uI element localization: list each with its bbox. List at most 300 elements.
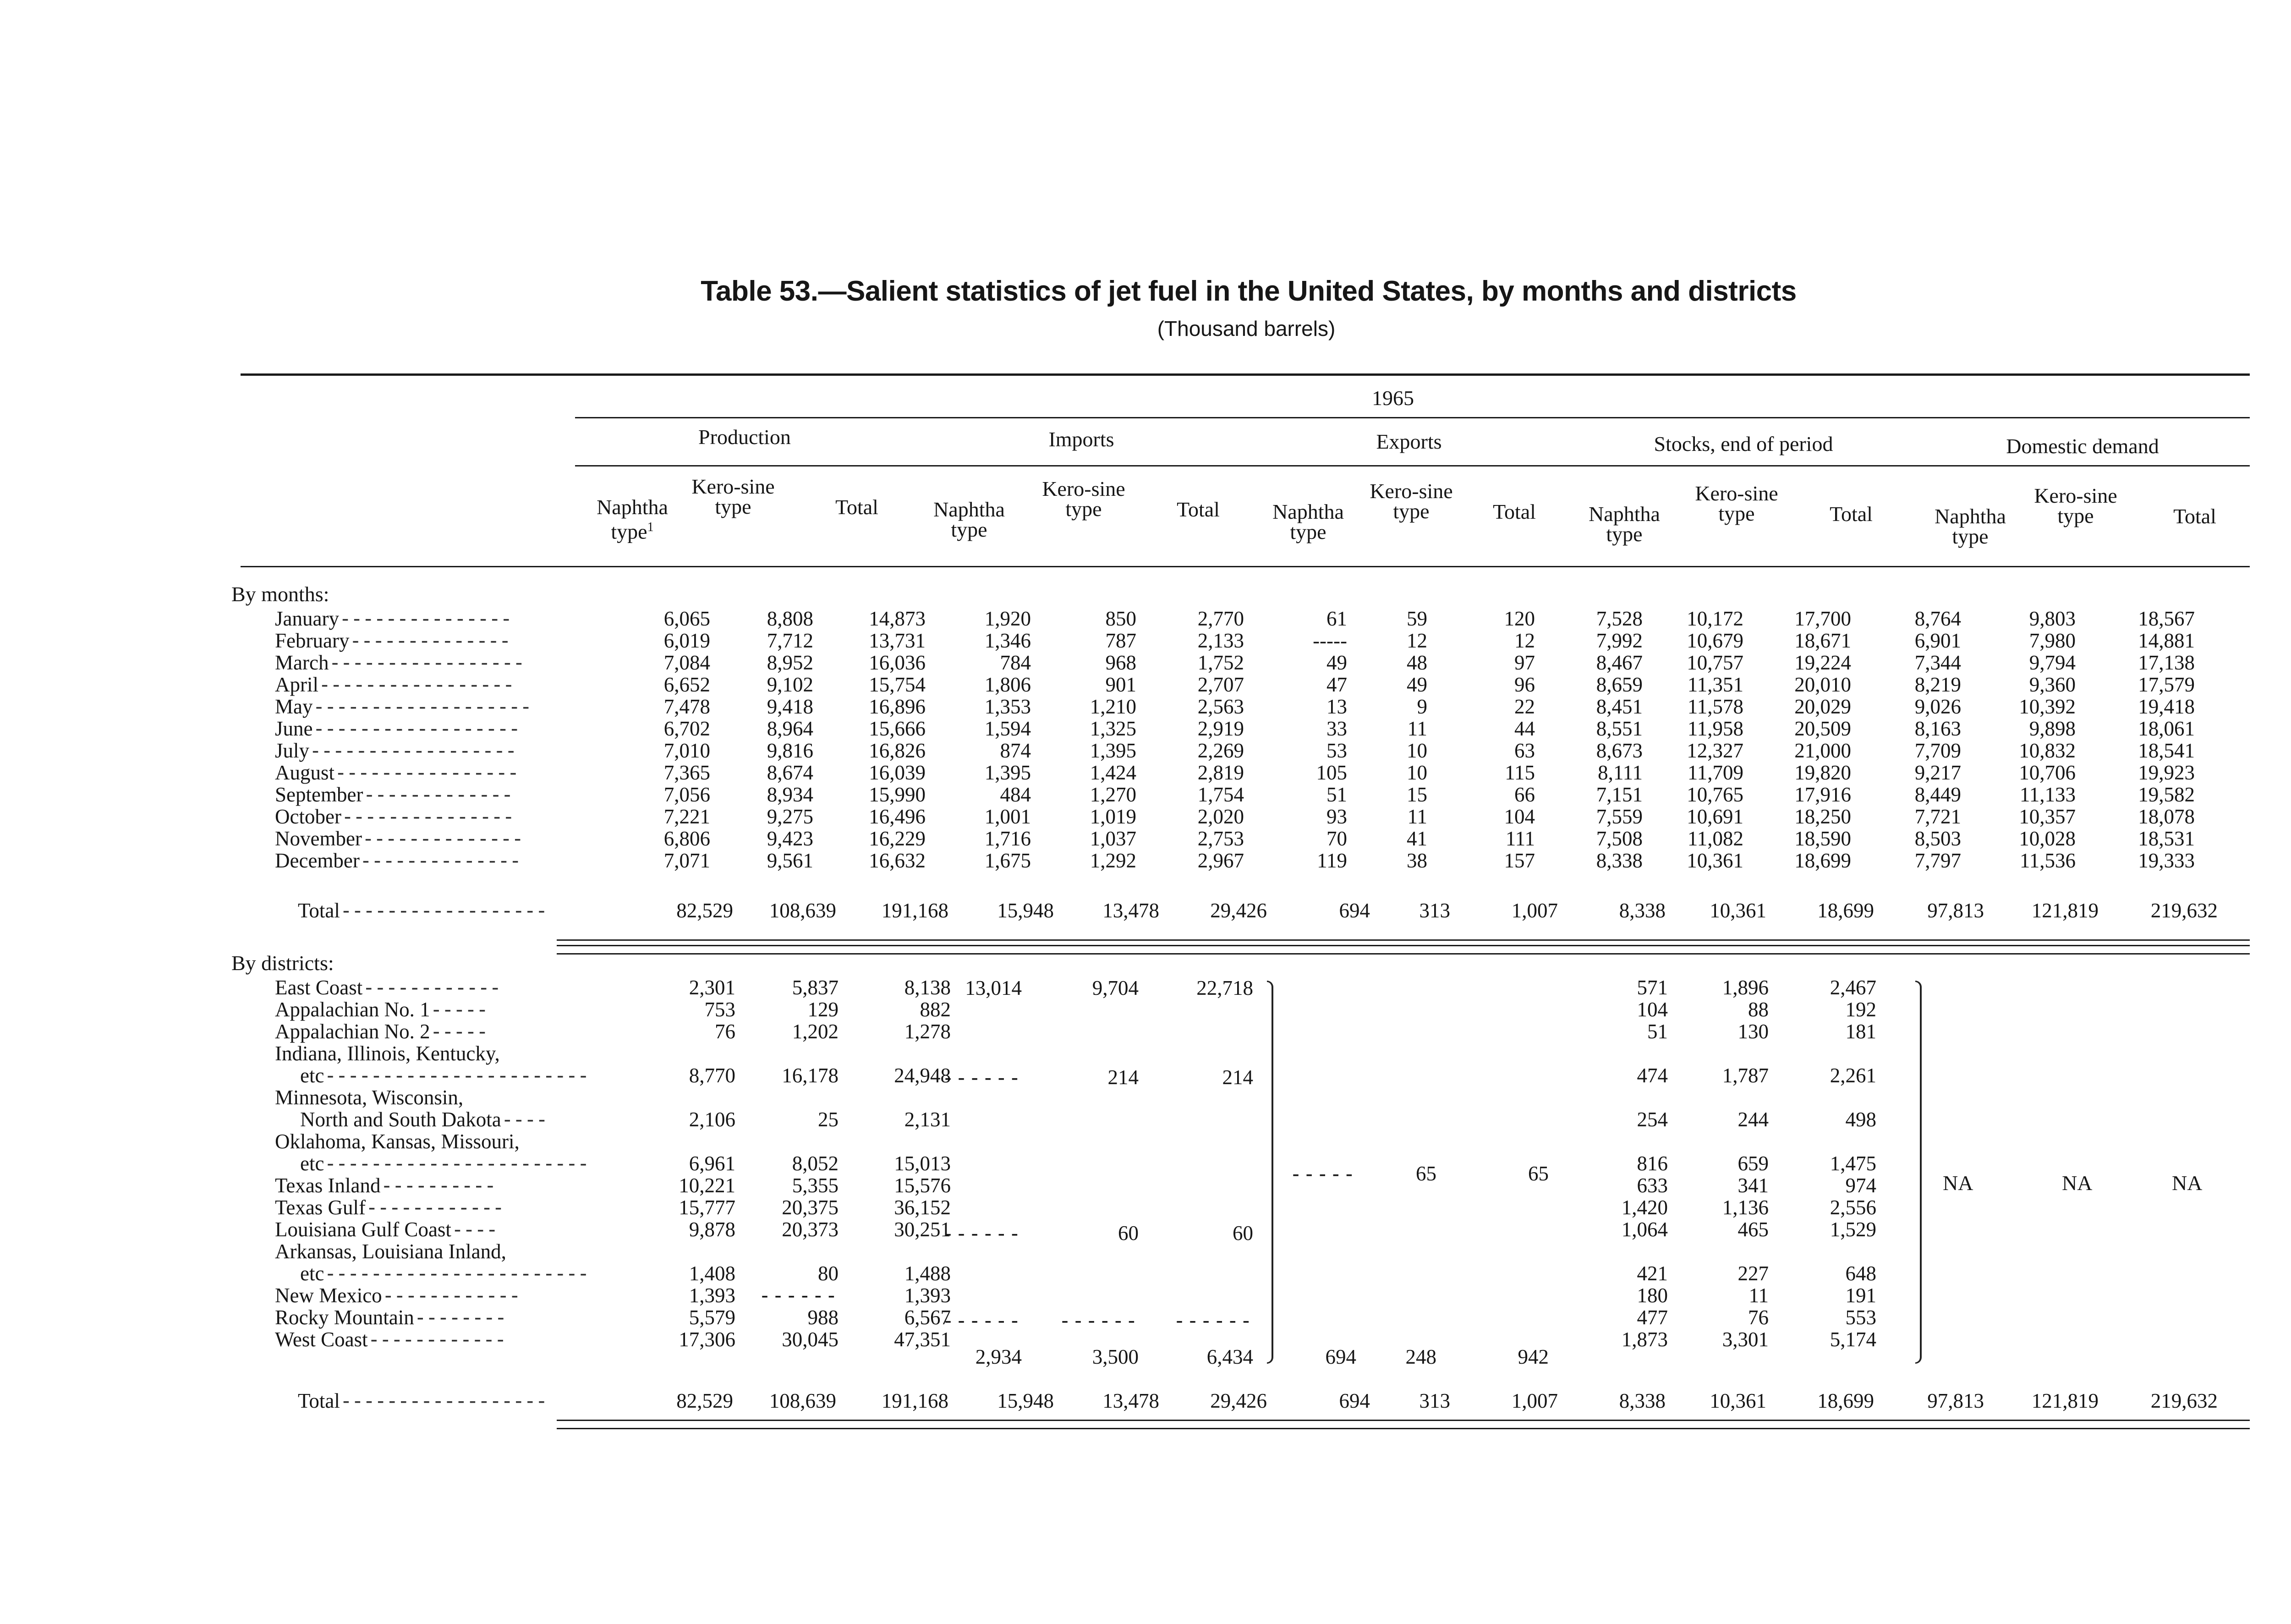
row-label-text: June bbox=[275, 717, 313, 740]
total-cell: 219,632 bbox=[2150, 1389, 2218, 1412]
import-group-cell: 214 bbox=[1222, 1066, 1253, 1089]
district-cell: 5,355 bbox=[792, 1174, 839, 1197]
month-cell: 17,138 bbox=[2138, 651, 2195, 674]
month-cell: 21,000 bbox=[1794, 739, 1851, 762]
district-cell: 24,948 bbox=[894, 1064, 951, 1087]
month-cell: 11 bbox=[1407, 717, 1427, 740]
district-cell: 15,576 bbox=[894, 1174, 951, 1197]
district-cell: ------ bbox=[758, 1283, 839, 1307]
month-cell: 9,794 bbox=[2029, 651, 2076, 674]
month-cell: 10,357 bbox=[2019, 805, 2076, 828]
district-cell: 181 bbox=[1845, 1020, 1876, 1043]
row-label bbox=[231, 1196, 641, 1218]
month-cell: 119 bbox=[1317, 849, 1347, 872]
month-cell: 16,496 bbox=[869, 805, 926, 828]
district-cell: 648 bbox=[1845, 1262, 1876, 1285]
row-label-text: etc bbox=[300, 1262, 324, 1285]
total-cell: 191,168 bbox=[881, 1389, 948, 1412]
district-empty-cell bbox=[2101, 1042, 2220, 1064]
total-cell: 313 bbox=[1419, 899, 1450, 922]
row-label-text: Appalachian No. 1 bbox=[275, 998, 430, 1021]
district-empty-cell bbox=[1769, 1240, 1876, 1262]
district-cell bbox=[2101, 1020, 2220, 1042]
col-dem-total: Total bbox=[2173, 505, 2216, 528]
month-cell: 7,709 bbox=[1914, 739, 1961, 762]
total-cell: 10,361 bbox=[1710, 1389, 1766, 1412]
month-cell: 8,163 bbox=[1914, 717, 1961, 740]
month-cell: 12,327 bbox=[1687, 739, 1743, 762]
month-cell: 7,151 bbox=[1596, 783, 1643, 806]
month-cell: 8,338 bbox=[1596, 849, 1643, 872]
month-cell: 105 bbox=[1316, 761, 1347, 784]
district-empty-cell bbox=[1769, 1086, 1876, 1108]
district-cell: 477 bbox=[1637, 1306, 1668, 1329]
table-row bbox=[231, 739, 2195, 761]
district-cell bbox=[1876, 1306, 1986, 1328]
row-label-text: March bbox=[275, 651, 329, 674]
dot-leader: --------------- bbox=[341, 804, 514, 828]
district-cell bbox=[2101, 1328, 2220, 1350]
rule-header-bottom bbox=[241, 566, 2250, 567]
district-cell bbox=[1162, 1196, 1269, 1218]
district-cell bbox=[1452, 1108, 1560, 1130]
district-cell bbox=[1876, 1108, 1986, 1130]
district-empty-cell bbox=[1560, 1130, 1668, 1152]
district-empty-cell bbox=[951, 1042, 1056, 1064]
month-cell: 16,632 bbox=[869, 849, 926, 872]
group-exports: Exports bbox=[1376, 430, 1442, 453]
dot-leader: ------------------ bbox=[340, 898, 547, 922]
district-cell bbox=[1056, 1262, 1162, 1284]
district-cell bbox=[951, 1152, 1056, 1174]
district-cell: 130 bbox=[1737, 1020, 1769, 1043]
month-cell: 97 bbox=[1514, 651, 1535, 674]
month-cell: 1,325 bbox=[1090, 717, 1136, 740]
district-empty-cell bbox=[1372, 1130, 1452, 1152]
dot-leader: ---- bbox=[501, 1107, 548, 1131]
district-empty-cell bbox=[1452, 1240, 1560, 1262]
district-cell bbox=[1452, 1064, 1560, 1086]
district-empty-cell bbox=[1560, 1086, 1668, 1108]
import-group-cell: ------ bbox=[1173, 1308, 1253, 1333]
month-cell: 7,992 bbox=[1596, 629, 1643, 652]
row-label-text: New Mexico bbox=[275, 1284, 382, 1307]
year-header: 1965 bbox=[1372, 386, 1414, 410]
district-cell: 25 bbox=[818, 1108, 839, 1131]
row-label bbox=[231, 629, 616, 651]
row-label bbox=[231, 761, 616, 783]
total-cell: 82,529 bbox=[676, 899, 733, 922]
district-cell bbox=[1452, 1218, 1560, 1240]
district-cell: 10,221 bbox=[679, 1174, 735, 1197]
row-label bbox=[231, 607, 616, 629]
month-cell: 6,019 bbox=[663, 629, 710, 652]
dot-leader: ---- bbox=[451, 1217, 498, 1241]
month-cell: 2,133 bbox=[1197, 629, 1244, 652]
month-cell: 1,806 bbox=[984, 673, 1031, 696]
district-cell: 8,052 bbox=[792, 1152, 839, 1175]
district-empty-cell bbox=[1876, 1042, 1986, 1064]
total-cell: 97,813 bbox=[1927, 1389, 1984, 1412]
district-cell bbox=[1056, 1020, 1162, 1042]
district-cell bbox=[2101, 1262, 2220, 1284]
district-cell: 2,467 bbox=[1830, 976, 1876, 999]
district-cell bbox=[1162, 1284, 1269, 1306]
month-cell: 9 bbox=[1417, 695, 1427, 718]
table-row bbox=[231, 805, 2195, 827]
district-empty-cell bbox=[1668, 1086, 1769, 1108]
month-cell: 1,920 bbox=[984, 607, 1031, 630]
month-cell: 7,559 bbox=[1596, 805, 1643, 828]
district-cell bbox=[1986, 1196, 2101, 1218]
import-group-cell: 9,704 bbox=[1092, 977, 1139, 999]
month-cell: 11,536 bbox=[2019, 849, 2076, 872]
row-label-text: West Coast bbox=[275, 1328, 368, 1351]
row-label-text: Texas Gulf bbox=[275, 1196, 366, 1219]
month-cell: 96 bbox=[1514, 673, 1535, 696]
month-cell: 9,102 bbox=[767, 673, 813, 696]
col-prod-total: Total bbox=[835, 495, 878, 519]
row-label bbox=[231, 894, 639, 921]
district-empty-cell bbox=[1876, 1240, 1986, 1262]
month-cell: 8,451 bbox=[1596, 695, 1643, 718]
month-cell: 7,071 bbox=[663, 849, 710, 872]
district-cell bbox=[1876, 1328, 1986, 1350]
district-cell bbox=[1372, 1262, 1452, 1284]
district-cell: 1,408 bbox=[689, 1262, 735, 1285]
district-cell: 51 bbox=[1647, 1020, 1668, 1043]
col-imp-total: Total bbox=[1177, 498, 1220, 521]
row-label-text: October bbox=[275, 805, 341, 828]
row-label-text: Oklahoma, Kansas, Missouri, bbox=[275, 1130, 520, 1153]
month-cell: 1,037 bbox=[1090, 827, 1136, 850]
import-group-cell: 13,014 bbox=[965, 977, 1022, 999]
total-cell: 121,819 bbox=[2031, 899, 2099, 922]
district-empty-cell bbox=[1162, 1042, 1269, 1064]
district-empty-cell bbox=[1372, 1042, 1452, 1064]
district-cell bbox=[1372, 998, 1452, 1020]
month-cell: 157 bbox=[1504, 849, 1535, 872]
row-label-text: April bbox=[275, 673, 318, 696]
district-empty-cell bbox=[1269, 1086, 1372, 1108]
district-empty-cell bbox=[2101, 1086, 2220, 1108]
import-group-cell: 214 bbox=[1107, 1066, 1139, 1089]
demand-total-na: NA bbox=[2172, 1171, 2203, 1195]
month-cell: 70 bbox=[1326, 827, 1347, 850]
month-cell: 19,418 bbox=[2138, 695, 2195, 718]
district-cell bbox=[1986, 1262, 2101, 1284]
district-cell bbox=[1162, 1262, 1269, 1284]
district-empty-cell bbox=[1452, 1042, 1560, 1064]
total-cell: 694 bbox=[1339, 899, 1370, 922]
month-cell: 10 bbox=[1407, 761, 1427, 784]
col-stk-kerosine: Kero-sine type bbox=[1695, 482, 1778, 525]
month-cell: 8,467 bbox=[1596, 651, 1643, 674]
district-cell: 254 bbox=[1637, 1108, 1668, 1131]
month-cell: 1,001 bbox=[984, 805, 1031, 828]
district-cell: 2,131 bbox=[904, 1108, 951, 1131]
month-cell: 8,449 bbox=[1914, 783, 1961, 806]
district-empty-cell bbox=[1269, 1240, 1372, 1262]
month-cell: 9,898 bbox=[2029, 717, 2076, 740]
district-cell: 76 bbox=[715, 1020, 735, 1043]
row-label-text: North and South Dakota bbox=[300, 1108, 501, 1131]
districts-total-row bbox=[231, 1384, 2218, 1411]
month-cell: 10,691 bbox=[1687, 805, 1743, 828]
district-empty-cell bbox=[735, 1240, 839, 1262]
month-cell: 11 bbox=[1407, 805, 1427, 828]
district-cell: 80 bbox=[818, 1262, 839, 1285]
district-empty-cell bbox=[1668, 1042, 1769, 1064]
month-cell: 59 bbox=[1407, 607, 1427, 630]
district-empty-cell bbox=[1986, 1042, 2101, 1064]
row-label-text: East Coast bbox=[275, 976, 363, 999]
total-cell: 694 bbox=[1339, 1389, 1370, 1412]
district-cell bbox=[1372, 1020, 1452, 1042]
dot-leader: ----------------------- bbox=[324, 1063, 589, 1087]
table-row bbox=[231, 761, 2195, 783]
district-cell: 988 bbox=[807, 1306, 839, 1329]
month-cell: 8,673 bbox=[1596, 739, 1643, 762]
district-cell bbox=[951, 1174, 1056, 1196]
district-cell: 11 bbox=[1748, 1284, 1769, 1307]
month-cell: 2,707 bbox=[1197, 673, 1244, 696]
district-cell bbox=[1372, 1196, 1452, 1218]
month-cell: 1,353 bbox=[984, 695, 1031, 718]
month-cell: 6,806 bbox=[663, 827, 710, 850]
row-label bbox=[231, 827, 616, 849]
month-cell: 19,333 bbox=[2138, 849, 2195, 872]
district-cell: 1,873 bbox=[1621, 1328, 1668, 1351]
row-label-text: Appalachian No. 2 bbox=[275, 1020, 430, 1043]
month-cell: 901 bbox=[1105, 673, 1136, 696]
district-empty-cell bbox=[641, 1086, 735, 1108]
row-label-text: Indiana, Illinois, Kentucky, bbox=[275, 1042, 500, 1065]
district-cell bbox=[1162, 1174, 1269, 1196]
total-cell: 13,478 bbox=[1102, 1389, 1159, 1412]
row-label-text: etc bbox=[300, 1064, 324, 1087]
month-cell: 7,344 bbox=[1914, 651, 1961, 674]
table-row bbox=[231, 695, 2195, 717]
dot-leader: -------- bbox=[414, 1305, 506, 1329]
month-cell: 19,582 bbox=[2138, 783, 2195, 806]
row-label-text: etc bbox=[300, 1152, 324, 1175]
month-cell: 15,754 bbox=[869, 673, 926, 696]
month-cell: 15,990 bbox=[869, 783, 926, 806]
dot-leader: ----------------- bbox=[318, 672, 514, 697]
table-row bbox=[231, 717, 2195, 739]
month-cell: 20,010 bbox=[1794, 673, 1851, 696]
district-empty-cell bbox=[839, 1130, 951, 1152]
month-cell: 19,820 bbox=[1794, 761, 1851, 784]
district-cell bbox=[1452, 1020, 1560, 1042]
district-cell bbox=[1876, 976, 1986, 998]
month-cell: 49 bbox=[1326, 651, 1347, 674]
month-cell: 8,111 bbox=[1598, 761, 1643, 784]
total-cell: 1,007 bbox=[1511, 1389, 1558, 1412]
month-cell: 12 bbox=[1407, 629, 1427, 652]
district-cell bbox=[951, 1108, 1056, 1130]
month-cell: 11,133 bbox=[2019, 783, 2076, 806]
month-cell: 13,731 bbox=[869, 629, 926, 652]
district-cell bbox=[1372, 1284, 1452, 1306]
month-cell: 19,923 bbox=[2138, 761, 2195, 784]
district-cell: 15,777 bbox=[679, 1196, 735, 1219]
total-cell: 108,639 bbox=[769, 1389, 836, 1412]
district-cell bbox=[951, 1262, 1056, 1284]
total-cell: 8,338 bbox=[1619, 899, 1666, 922]
month-cell: 61 bbox=[1326, 607, 1347, 630]
month-cell: 1,675 bbox=[984, 849, 1031, 872]
month-cell: 66 bbox=[1514, 783, 1535, 806]
district-empty-cell bbox=[1668, 1130, 1769, 1152]
district-cell bbox=[1056, 1196, 1162, 1218]
district-empty-cell bbox=[1372, 1240, 1452, 1262]
district-cell: 6,567 bbox=[904, 1306, 951, 1329]
row-label bbox=[231, 976, 641, 998]
month-cell: 7,508 bbox=[1596, 827, 1643, 850]
stocks-brace bbox=[1915, 981, 1922, 1364]
district-cell: 17,306 bbox=[679, 1328, 735, 1351]
month-cell: 484 bbox=[1000, 783, 1031, 806]
row-label-text: Louisiana Gulf Coast bbox=[275, 1218, 451, 1241]
district-cell: 5,837 bbox=[792, 976, 839, 999]
district-empty-cell bbox=[1986, 1130, 2101, 1152]
total-cell: 313 bbox=[1419, 1389, 1450, 1412]
row-label bbox=[231, 1042, 641, 1064]
month-cell: 2,919 bbox=[1197, 717, 1244, 740]
table-row-continued bbox=[231, 1086, 2220, 1108]
district-cell bbox=[1162, 1152, 1269, 1174]
dot-leader: ----------------------- bbox=[324, 1151, 589, 1175]
table-row bbox=[231, 1174, 2220, 1196]
district-cell: 47,351 bbox=[894, 1328, 951, 1351]
district-cell bbox=[1372, 1108, 1452, 1130]
month-cell: 14,873 bbox=[869, 607, 926, 630]
district-cell bbox=[1986, 1064, 2101, 1086]
month-cell: 93 bbox=[1326, 805, 1347, 828]
section-by-districts: By districts: bbox=[231, 951, 334, 975]
district-cell bbox=[2101, 1284, 2220, 1306]
dot-leader: -------------- bbox=[362, 826, 523, 850]
month-cell: 18,541 bbox=[2138, 739, 2195, 762]
table-row bbox=[231, 783, 2195, 805]
import-group-cell: 6,434 bbox=[1206, 1345, 1253, 1368]
table-title: Table 53.—Salient statistics of jet fuel in the United States, by months and districts bbox=[701, 275, 1797, 307]
month-cell: 10,757 bbox=[1687, 651, 1743, 674]
total-row bbox=[231, 894, 2218, 921]
month-cell: 17,579 bbox=[2138, 673, 2195, 696]
row-label bbox=[231, 1152, 641, 1174]
district-empty-cell bbox=[1560, 1042, 1668, 1064]
district-cell bbox=[1876, 1218, 1986, 1240]
table-row-continued bbox=[231, 1042, 2220, 1064]
row-label bbox=[231, 1284, 641, 1306]
month-cell: 41 bbox=[1407, 827, 1427, 850]
month-cell: 1,594 bbox=[984, 717, 1031, 740]
district-empty-cell bbox=[1269, 1042, 1372, 1064]
district-cell: 2,301 bbox=[689, 976, 735, 999]
rule-year bbox=[575, 417, 2250, 418]
district-cell bbox=[1372, 1306, 1452, 1328]
total-cell: 18,699 bbox=[1817, 1389, 1874, 1412]
month-cell: 10,361 bbox=[1687, 849, 1743, 872]
district-cell bbox=[1269, 1020, 1372, 1042]
district-cell bbox=[1876, 998, 1986, 1020]
import-group-cell: 2,934 bbox=[975, 1345, 1022, 1368]
month-cell: 19,224 bbox=[1794, 651, 1851, 674]
month-cell: 18,567 bbox=[2138, 607, 2195, 630]
total-cell: 29,426 bbox=[1210, 1389, 1267, 1412]
month-cell: 7,010 bbox=[663, 739, 710, 762]
district-cell: 1,278 bbox=[904, 1020, 951, 1043]
district-empty-cell bbox=[735, 1130, 839, 1152]
district-empty-cell bbox=[1668, 1240, 1769, 1262]
month-cell: 9,418 bbox=[767, 695, 813, 718]
total-cell: 82,529 bbox=[676, 1389, 733, 1412]
total-cell: 15,948 bbox=[997, 899, 1054, 922]
district-empty-cell bbox=[2101, 1240, 2220, 1262]
district-cell: 5,579 bbox=[689, 1306, 735, 1329]
district-empty-cell bbox=[1876, 1086, 1986, 1108]
import-group-cell: 60 bbox=[1118, 1222, 1139, 1245]
total-cell: 15,948 bbox=[997, 1389, 1054, 1412]
dot-leader: ----------------- bbox=[329, 650, 525, 675]
district-empty-cell bbox=[1056, 1130, 1162, 1152]
dot-leader: ---------------- bbox=[334, 760, 519, 785]
month-cell: 8,964 bbox=[767, 717, 813, 740]
row-label bbox=[231, 1240, 641, 1262]
table-row bbox=[231, 1284, 2220, 1306]
month-cell: 18,061 bbox=[2138, 717, 2195, 740]
total-cell: 13,478 bbox=[1102, 899, 1159, 922]
row-label bbox=[231, 1384, 639, 1411]
month-cell: 10,392 bbox=[2019, 695, 2076, 718]
month-cell: 111 bbox=[1505, 827, 1535, 850]
district-cell: 30,045 bbox=[782, 1328, 839, 1351]
export-group-cell: 248 bbox=[1405, 1345, 1436, 1368]
district-cell bbox=[1452, 998, 1560, 1020]
district-cell bbox=[951, 1020, 1056, 1042]
district-cell bbox=[1269, 1306, 1372, 1328]
month-cell: 6,901 bbox=[1914, 629, 1961, 652]
month-cell: 48 bbox=[1407, 651, 1427, 674]
district-empty-cell bbox=[1769, 1130, 1876, 1152]
district-cell bbox=[1372, 1064, 1452, 1086]
month-cell: 53 bbox=[1326, 739, 1347, 762]
month-cell: 7,980 bbox=[2029, 629, 2076, 652]
district-empty-cell bbox=[1372, 1086, 1452, 1108]
rule-bottom-a bbox=[557, 1420, 2250, 1421]
import-group-cell: ------ bbox=[942, 1308, 1022, 1333]
month-cell: 7,712 bbox=[767, 629, 813, 652]
district-cell: 76 bbox=[1748, 1306, 1769, 1329]
dot-leader: ---------- bbox=[380, 1173, 496, 1197]
month-cell: 16,036 bbox=[869, 651, 926, 674]
row-label bbox=[231, 1306, 641, 1328]
months-table bbox=[231, 607, 2195, 871]
col-dem-kerosine: Kero-sine type bbox=[2034, 484, 2117, 527]
district-empty-cell bbox=[2101, 1130, 2220, 1152]
district-cell: 88 bbox=[1748, 998, 1769, 1021]
district-cell: 129 bbox=[807, 998, 839, 1021]
dot-leader: ----- bbox=[430, 1019, 488, 1043]
district-cell: 180 bbox=[1637, 1284, 1668, 1307]
export-group-cell: 65 bbox=[1416, 1162, 1436, 1185]
month-cell: 63 bbox=[1514, 739, 1535, 762]
month-cell: 9,561 bbox=[767, 849, 813, 872]
month-cell: 8,219 bbox=[1914, 673, 1961, 696]
